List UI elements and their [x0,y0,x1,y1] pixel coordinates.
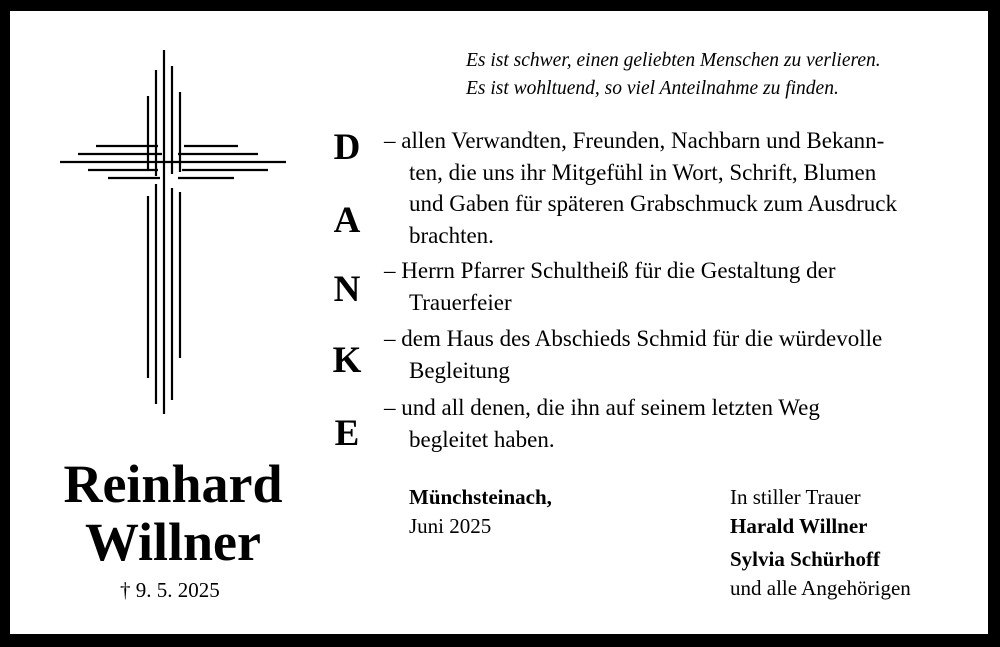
deceased-last-name: Willner [84,512,261,572]
danke-letter-n: N [333,269,361,310]
mourner-name-2: Sylvia Schürhoff [730,547,880,571]
mourners-intro: In stiller Trauer [730,485,861,509]
cross-icon [58,48,288,418]
place-date: Juni 2025 [409,514,492,538]
thanks-item-line: – allen Verwandten, Freunden, Nachbarn und Bekann- [384,128,885,153]
danke-letter-a: A [333,200,361,241]
thanks-item-everyone [384,392,820,455]
thanks-item-line: – dem Haus des Abschieds Schmid für die würdevolle [384,326,883,351]
thanks-item-relatives [384,125,897,251]
thanks-item-line: Begleitung [409,357,510,383]
thanks-item-funeral-home [384,323,882,386]
thanks-item-line: – und all denen, die ihn auf seinem letzten Weg [384,395,820,420]
thanks-item-line: und Gaben für späteren Grabschmuck zum Ausdruck [409,191,897,216]
mourner-name-1: Harald Willner [730,514,868,538]
mourners-others: und alle Angehörigen [730,576,911,600]
quote-line-1: Es ist schwer, einen geliebten Menschen zu verlieren. [466,50,881,71]
danke-letter-k: K [332,340,362,381]
quote-line-2: Es ist wohltuend, so viel Anteilnahme zu finden. [466,78,839,99]
thanks-item-line: ten, die uns ihr Mitgefühl in Wort, Schrift, Blumen [409,159,877,185]
death-date: † 9. 5. 2025 [120,578,220,602]
thanks-item-line: Trauerfeier [409,289,512,315]
thanks-item-pastor [384,255,836,318]
danke-letter-e: E [334,413,360,454]
danke-letter-d: D [333,127,361,168]
thanks-item-line: brachten. [409,222,494,248]
thanks-item-line: begleitet haben. [409,426,555,452]
place-town: Münchsteinach, [409,485,552,509]
deceased-first-name: Reinhard [63,454,283,514]
thanks-item-line: – Herrn Pfarrer Schultheiß für die Gestaltung der [384,258,836,283]
